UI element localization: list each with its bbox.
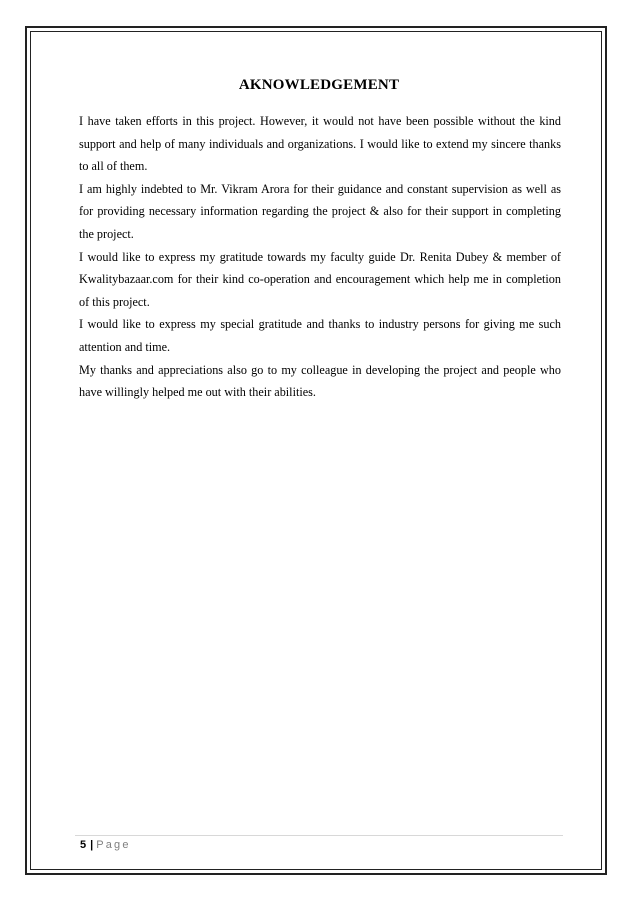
footer-separator: | [90,839,94,851]
page-title: AKNOWLEDGEMENT [238,77,400,93]
page-number: 5 [80,839,87,851]
footer-divider [75,835,563,836]
page-footer [80,839,131,851]
acknowledgement-body [79,110,561,404]
page-label: Page [96,839,131,851]
paragraph-3: I would like to express my gratitude towards my faculty guide Dr. Renita Dubey & member of Kwalitybazaar.com for their kind co-operation and encouragement which help me in completion of this project. [79,249,561,309]
paragraph-2: I am highly indebted to Mr. Vikram Arora for their guidance and constant supervision as well as for providing necessary information regarding the project & also for their support in completing the project. [79,181,561,241]
paragraph-5: My thanks and appreciations also go to my colleague in developing the project and people who have willingly helped me out with their abilities. [79,362,561,400]
paragraph-1: I have taken efforts in this project. However, it would not have been possible without the kind support and help of many individuals and organizations. I would like to extend my sincere thanks to all of them. [79,114,561,174]
paragraph-4: I would like to express my special gratitude and thanks to industry persons for giving me such attention and time. [79,317,561,354]
